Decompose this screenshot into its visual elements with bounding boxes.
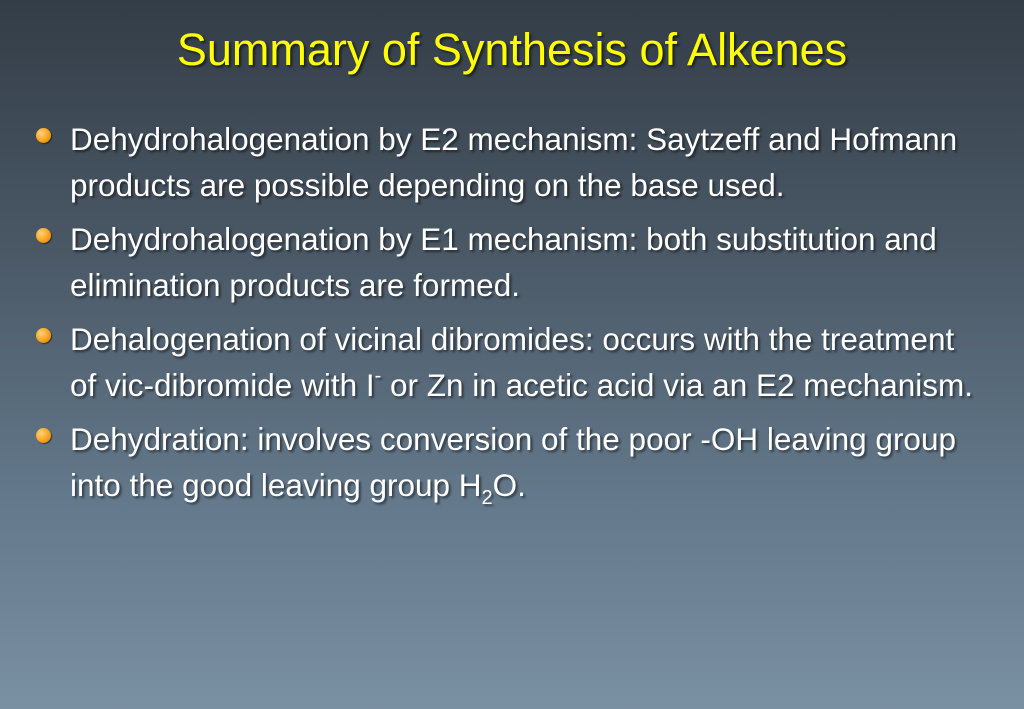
bullet-text: Dehydrohalogenation by E2 mechanism: Saytzeff and Hofmann products are possible depending on the base used.	[70, 121, 958, 203]
bullet-text-part: Dehalogenation of vicinal dibromides: occurs with the treatment of vic-dibromide with I	[70, 321, 955, 403]
bullet-item	[36, 216, 986, 308]
slide-title: Summary of Synthesis of Alkenes	[176, 24, 848, 75]
bullet-item	[36, 316, 986, 408]
superscript-minus: -	[374, 365, 382, 387]
bullet-item	[36, 416, 986, 508]
subscript-two: 2	[481, 487, 493, 509]
bullet-text-part: Dehydration: involves conversion of the poor -OH leaving group into the good leaving group H	[70, 421, 956, 503]
bullet-dot-icon	[36, 228, 51, 243]
bullet-dot-icon	[36, 128, 51, 143]
bullet-dot-icon	[36, 428, 51, 443]
bullet-list	[36, 116, 986, 516]
bullet-item	[36, 116, 986, 208]
bullet-dot-icon	[36, 328, 51, 343]
bullet-text-part: or Zn in acetic acid via an E2 mechanism.	[381, 367, 974, 403]
bullet-text: Dehydrohalogenation by E1 mechanism: both substitution and elimination products are formed.	[70, 221, 937, 303]
bullet-text-part: O.	[492, 467, 526, 503]
